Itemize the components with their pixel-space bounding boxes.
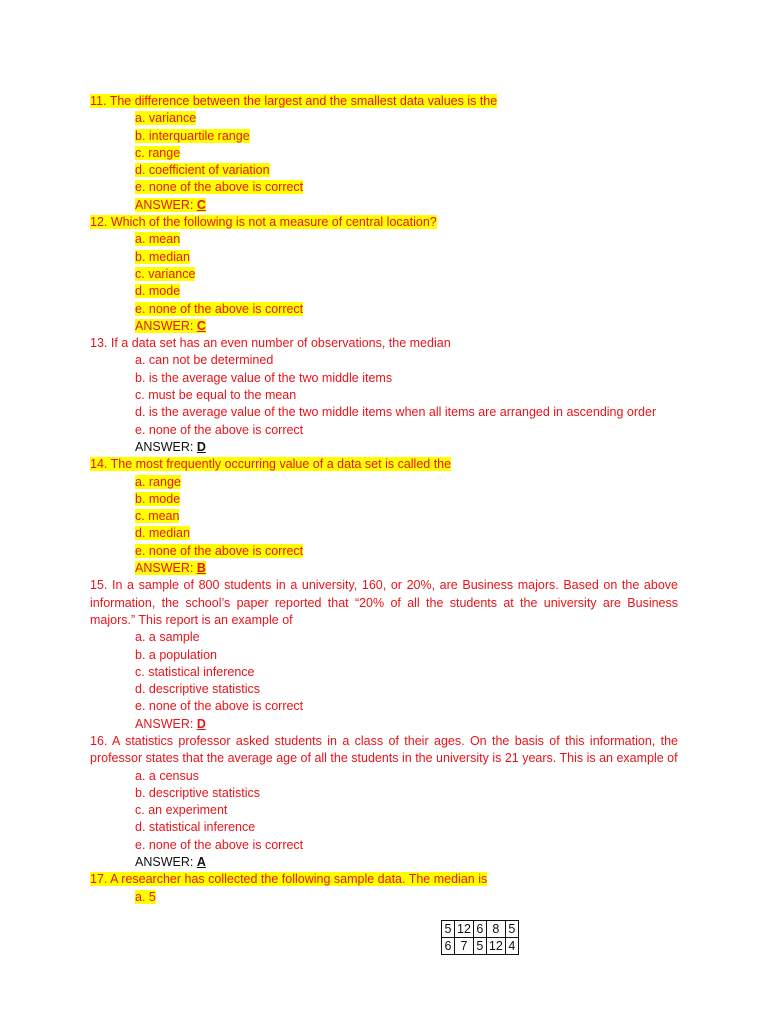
option-a: a. range [135,474,181,489]
option-d: d. coefficient of variation [135,163,270,178]
option-b: b. interquartile range [135,128,250,143]
answer [135,561,206,575]
option-b: b. a population [135,647,218,662]
answer-letter: D [196,716,206,731]
question-13 [90,335,678,456]
option-a: a. a census [135,768,199,783]
option-d: d. median [135,526,190,541]
option-b: b. is the average value of the two middle items [135,370,393,385]
question-prompt: 13. If a data set has an even number of observations, the median [90,336,451,351]
option-c: c. mean [135,509,180,524]
option-d: d. descriptive statistics [135,682,261,697]
option-c: c. range [135,145,181,160]
option-c: c. an experiment [135,803,228,818]
option-e: e. none of the above is correct [135,543,304,558]
answer-label: ANSWER: [135,439,197,454]
option-a: a. 5 [135,889,156,904]
option-b: b. median [135,249,190,264]
table-cell: 7 [455,938,474,955]
question-prompt: 16. A statistics professor asked students in a class of their ages. On the basis of this information, the professor states that the average age of all the students in the university is 21 years. This is an example of [90,733,678,766]
option-a: a. a sample [135,630,200,645]
document-body [90,93,678,906]
option-d: d. is the average value of the two middle items when all items are arranged in ascending order [135,405,657,420]
option-a: a. can not be determined [135,353,274,368]
table-cell: 5 [473,938,486,955]
question-prompt: 14. The most frequently occurring value of a data set is called the [90,457,452,472]
question-prompt: 11. The difference between the largest and the smallest data values is the [90,94,498,108]
option-a: a. mean [135,232,181,247]
answer-letter: D [196,439,206,454]
question-14 [90,456,678,577]
answer-label: ANSWER: [135,716,197,731]
question-17 [90,871,678,906]
answer-label: ANSWER: [135,561,197,576]
question-prompt: 15. In a sample of 800 students in a university, 160, or 20%, are Business majors. Based on the above information, the school’s paper reported that “20% of all the students at the university are Business majors.” This report is an example of [90,578,678,627]
option-b: b. descriptive statistics [135,785,261,800]
answer-letter: A [196,855,206,870]
answer-letter: C [196,318,206,333]
option-c: c. statistical inference [135,664,255,679]
answer [135,198,206,212]
option-a: a. variance [135,111,197,126]
table-cell: 6 [442,938,455,955]
sample-data-table [441,920,519,955]
answer-letter: B [196,561,206,576]
table-cell: 6 [473,921,486,938]
question-prompt: 12. Which of the following is not a measure of central location? [90,215,437,230]
table-cell: 12 [455,921,474,938]
question-12 [90,214,678,335]
table-row [442,921,519,938]
option-d: d. statistical inference [135,820,256,835]
option-e: e. none of the above is correct [135,301,304,316]
option-e: e. none of the above is correct [135,699,304,714]
table-cell: 12 [486,938,505,955]
table-cell: 5 [442,921,455,938]
option-e: e. none of the above is correct [135,837,304,852]
option-d: d. mode [135,284,181,299]
option-c: c. must be equal to the mean [135,388,297,403]
question-11 [90,93,678,214]
answer-letter: C [196,197,206,212]
question-16 [90,733,678,871]
question-prompt: 17. A researcher has collected the following sample data. The median is [90,872,488,887]
table-cell: 4 [505,938,518,955]
option-b: b. mode [135,491,181,506]
option-e: e. none of the above is correct [135,422,304,437]
table-row [442,938,519,955]
option-e: e. none of the above is correct [135,180,304,195]
answer [135,319,206,333]
option-c: c. variance [135,266,196,281]
table-cell: 5 [505,921,518,938]
table-cell: 8 [486,921,505,938]
question-15 [90,577,678,733]
answer-label: ANSWER: [135,318,197,333]
answer-label: ANSWER: [135,855,197,870]
answer-label: ANSWER: [135,197,197,212]
